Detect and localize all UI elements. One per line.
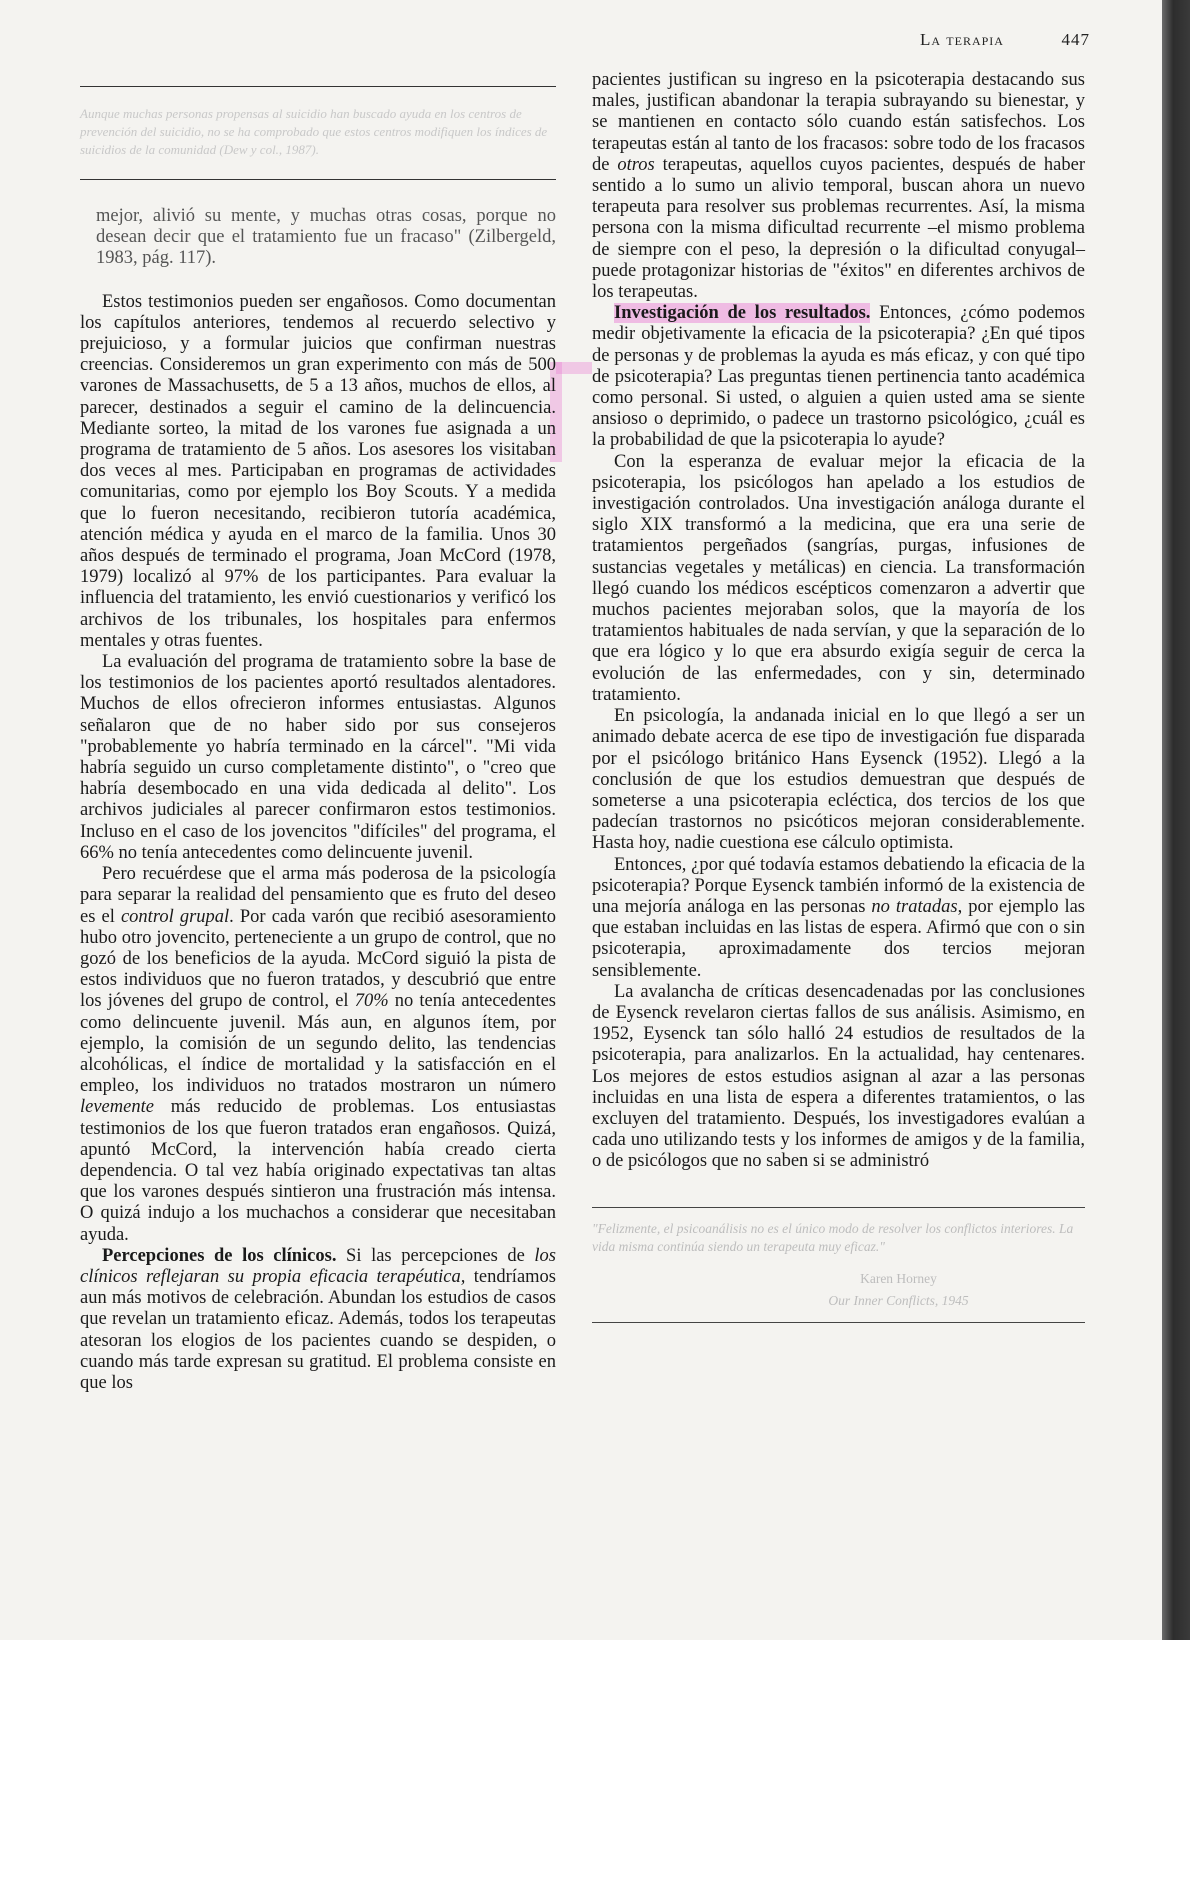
paragraph: Percepciones de los clínicos. Si las percepciones de los clínicos reflejaran su propia eficacia terapéutica, tendríamos aun más motivos de celebración. Abundan los estudios de casos que revelan un tratamiento eficaz. Además, todos los terapeutas atesoran los elogios de los pacientes cuando se despiden, o cuando más tarde expresan su gratitud. El problema consiste en que los	[80, 1245, 556, 1393]
section-title: La terapia	[920, 30, 1004, 49]
running-header	[920, 30, 1090, 50]
scan-shadow-edge	[1162, 0, 1190, 1640]
epigraph-source: Our Inner Conflicts, 1945	[828, 1292, 969, 1308]
epigraph-quote: "Felizmente, el psicoanálisis no es el único modo de resolver los conflictos interiores. La vida misma continúa siendo un terapeuta muy eficaz."	[592, 1220, 1074, 1254]
right-column	[592, 70, 1085, 1323]
left-column	[80, 80, 556, 1394]
paragraph: En psicología, la andanada inicial en lo que llegó a ser un animado debate acerca de ese tipo de investigación fue disparada por el psicólogo británico Hans Eysenck (1952). Llegó a la conclusión de que los estudios demuestran que después de someterse a una psicoterapia ecléctica, dos tercios de los que padecían trastornos no psicóticos mejoran considerablemente. Hasta hoy, nadie cuestiona ese cálculo optimista.	[592, 706, 1085, 854]
paragraph: Estos testimonios pueden ser engañosos. Como documentan los capítulos anteriores, tendemos al recuerdo selectivo y prejuicioso, y a formular juicios que confirman nuestras creencias. Consideremos un gran experimento con más de 500 varones de Massachusetts, de 5 a 13 años, muchos de ellos, al parecer, destinados a seguir el camino de la delincuencia. Mediante sorteo, la mitad de los varones fue asignada a un programa de tratamiento de 5 años. Los asesores los visitaban dos veces al mes. Participaban en programas de actividades comunitarias, como por ejemplo los Boy Scouts. Y a medida que lo fueron necesitando, recibieron tutoría académica, atención médica y ayuda en el marco de la familia. Unos 30 años después de terminado el programa, Joan McCord (1978, 1979) localizó al 97% de los participantes. Para evaluar la influencia del tratamiento, les envió cuestionarios y verificó los archivos de los tribunales, los hospitales para enfermos mentales y otras fuentes.	[80, 291, 556, 651]
quote-continuation: mejor, alivió su mente, y muchas otras cosas, porque no desean decir que el tratamiento fue un fracaso" (Zilbergeld, 1983, pág. 117).	[96, 206, 556, 269]
epigraph-box	[592, 1207, 1085, 1323]
paragraph: La avalancha de críticas desencadenadas por las conclusiones de Eysenck revelaron ciertas fallos de sus análisis. Asimismo, en 1952, Eysenck tan sólo halló 24 estudios de resultados de la psicoterapia, para analizarlos. En la actualidad, hay centenares. Los mejores de estos estudios asignan al azar a las personas incluidas en una lista de espera a diferentes tratamientos, o las excluyen del tratamiento. Después, los investigadores evalúan a cada uno utilizando tests y los informes de amigos y de la familia, o de psicólogos que no saben si se administró	[592, 981, 1085, 1172]
section-heading-highlighted: Investigación de los resultados.	[614, 303, 871, 324]
paragraph: La evaluación del programa de tratamiento sobre la base de los testimonios de los pacientes aportó resultados alentadores. Muchos de ellos ofrecieron informes entusiastas. Algunos señalaron que de no haber sido por sus consejeros "probablemente yo habría terminado en la cárcel". "Mi vida habría seguido un curso completamente distinto", o "creo que habría desembocado en una vida dedicada al delito". Los archivos judiciales al parecer confirmaron estos testimonios. Incluso en el caso de los jovencitos "difíciles" del programa, el 66% no tenía antecedentes como delincuente juvenil.	[80, 652, 556, 863]
paragraph: Investigación de los resultados. Entonces, ¿cómo podemos medir objetivamente la eficacia de la psicoterapia? ¿En qué tipos de personas y de problemas la ayuda es más eficaz, y con qué tipo de psicoterapia? Las preguntas tienen pertinencia tanto académica como personal. Si usted, o alguien a quien usted ama se siente ansioso o deprimido, o padece un trastorno psicológico, ¿cuál es la probabilidad de que la psicoterapia lo ayude?	[592, 303, 1085, 451]
paragraph: Con la esperanza de evaluar mejor la eficacia de la psicoterapia, los psicólogos han apelado a los estudios de investigación controlados. Una investigación análoga durante el siglo XIX transformó a la medicina, que era una serie de tratamientos pergeñados (sangrías, purgas, infusiones de sustancias vegetales y metálicas) en ciencia. La transformación llegó cuando los médicos escépticos comenzaron a advertir que muchos pacientes mejoraban solos, que la mayoría de los tratamientos habituales de nada servían, y que la separación de lo que era lógico y lo que era absurdo exigía seguir de cerca la evolución de las enfermedades, con y sin, determinado tratamiento.	[592, 451, 1085, 705]
page-number: 447	[1061, 30, 1090, 49]
footnote-rule-top	[80, 86, 556, 87]
footnote: Aunque muchas personas propensas al suicidio han buscado ayuda en los centros de prevención del suicidio, no se ha comprobado que estos centros modifiquen los índices de suicidios de la comunidad (Dew y col., 1987).	[80, 106, 548, 157]
epigraph-author: Karen Horney	[860, 1270, 937, 1286]
paragraph: pacientes justifican su ingreso en la psicoterapia destacando sus males, justifican abandonar la terapia subrayando su bienestar, y se mantienen en contacto sólo cuando están satisfechos. Los terapeutas están al tanto de los fracasos: sobre todo de los fracasos de otros terapeutas, aquellos cuyos pacientes, después de haber sentido a lo sumo un alivio temporal, buscan ahora un nuevo terapeuta para resolver sus problemas recurrentes. Así, la misma persona con la misma dificultad recurrente –el mismo problema de siempre con el peso, la depresión o la dificultad conyugal– puede protagonizar historias de "éxitos" en diferentes archivos de los terapeutas.	[592, 70, 1085, 303]
paragraph: Entonces, ¿por qué todavía estamos debatiendo la eficacia de la psicoterapia? Porque Eysenck también informó de la existencia de una mejoría análoga en las personas no tratadas, por ejemplo las que estaban incluidas en las listas de espera. Afirmó que con o sin psicoterapia, aproximadamente dos tercios mejoran sensiblemente.	[592, 854, 1085, 981]
paragraph: Pero recuérdese que el arma más poderosa de la psicología para separar la realidad del pensamiento que es fruto del deseo es el control grupal. Por cada varón que recibió asesoramiento hubo otro jovencito, perteneciente a un grupo de control, que no gozó de los beneficios de la ayuda. McCord siguió la pista de estos individuos que no fueron tratados, y descubrió que entre los jóvenes del grupo de control, el 70% no tenía antecedentes como delincuente juvenil. Más aun, en algunos ítem, por ejemplo, la comisión de un segundo delito, las tendencias alcohólicas, el índice de mortalidad y la satisfacción en el empleo, los individuos no tratados mostraron un número levemente más reducido de problemas. Los entusiastas testimonios de los que fueron tratados eran engañosos. Quizá, apuntó McCord, la intervención había creado cierta dependencia. O tal vez había originado expectativas tan altas que los varones después sintieron una frustración más intensa. O quizá indujo a los muchachos a considerar que necesitaban ayuda.	[80, 864, 557, 1245]
section-heading: Percepciones de los clínicos.	[102, 1245, 337, 1266]
footnote-rule-bottom	[80, 179, 556, 180]
